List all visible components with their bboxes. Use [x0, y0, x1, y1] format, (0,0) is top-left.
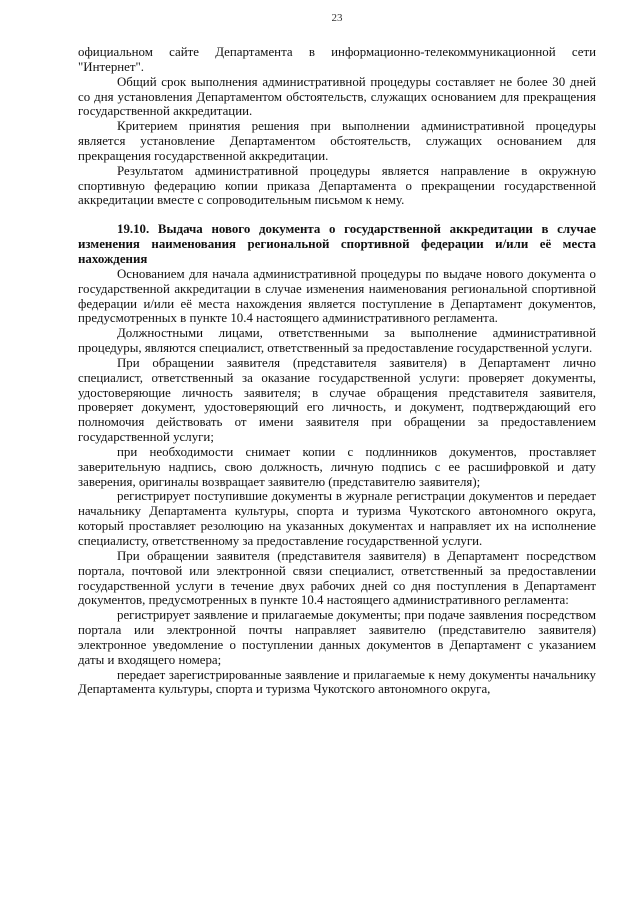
paragraph-procedure-result: Результатом административной процедуры является направление в окружную спортивную федерацию копии приказа Департамента о прекращении государственной аккредитации вместе с сопроводительным письмом к нему. [78, 163, 596, 208]
document-body [78, 45, 596, 697]
paragraph-officials: Должностными лицами, ответственными за выполнение административной процедуры, являются специалист, ответственный за предоставление государственной услуги. [78, 326, 596, 356]
continuation-paragraph: официальном сайте Департамента в информационно-телекоммуникационной сети "Интернет". [78, 45, 596, 74]
paragraph-decision-criterion: Критерием принятия решения при выполнении административной процедуры является установление Департаментом обстоятельств, служащих основанием для прекращения государственной аккредитации. [78, 119, 596, 163]
paragraph-personal-appeal: При обращении заявителя (представителя заявителя) в Департамент лично специалист, ответственный за оказание государственной услуги: проверяет документы, удостоверяющие личность заявителя; в случае обращения представителя заявителя, проверяет документ, удостоверяющий его личность, и документ, подтверждающий его полномочия действовать от имени заявителя при обращении за предоставлением государственной услуги; [78, 355, 596, 445]
paragraph-transfer: передает зарегистрированные заявление и прилагаемые к нему документы начальнику Департамента культуры, спорта и туризма Чукотского автономного округа, [78, 667, 596, 697]
paragraph-copies: при необходимости снимает копии с подлинников документов, проставляет заверительную надпись, свою должность, личную подпись с ее расшифровкой и дату заверения, оригиналы возвращает заявителю (представителю заявителя); [78, 444, 596, 489]
section-heading: 19.10. Выдача нового документа о государственной аккредитации в случае изменения наименования региональной спортивной федерации и/или её места нахождения [78, 222, 596, 266]
paragraph-remote-appeal: При обращении заявителя (представителя заявителя) в Департамент посредством портала, почтовой или электронной связи специалист, ответственный за предоставлении государственной услуги в течение двух рабочих дней со дня поступления в Департамент документов, предусмотренных в пункте 10.4 настоящего административного регламента: [78, 548, 596, 608]
paragraph-general-term: Общий срок выполнения административной процедуры составляет не более 30 дней со дня установления Департаментом обстоятельств, служащих основанием для прекращения государственной аккредитации. [78, 74, 596, 119]
paragraph-basis: Основанием для начала административной процедуры по выдаче нового документа о государственной аккредитации в случае изменения наименования региональной спортивной федерации и/или её места нахождения является поступление в Департамент документов, предусмотренных в пункте 10.4 настоящего административного регламента. [78, 266, 596, 326]
paragraph-registration: регистрирует поступившие документы в журнале регистрации документов и передает начальнику Департамента культуры, спорта и туризма Чукотского автономного округа, который проставляет резолюцию на указанных документах и направляет их на исполнение специалисту, ответственному за предоставление государственной услуги. [78, 489, 596, 548]
page-number: 23 [331, 12, 343, 24]
paragraph-electronic-notice: регистрирует заявление и прилагаемые документы; при подаче заявления посредством портала или электронной почты направляет заявителю (представителю заявителя) электронное уведомление о поступлении данных документов в Департамент с указанием даты и входящего номера; [78, 608, 596, 667]
